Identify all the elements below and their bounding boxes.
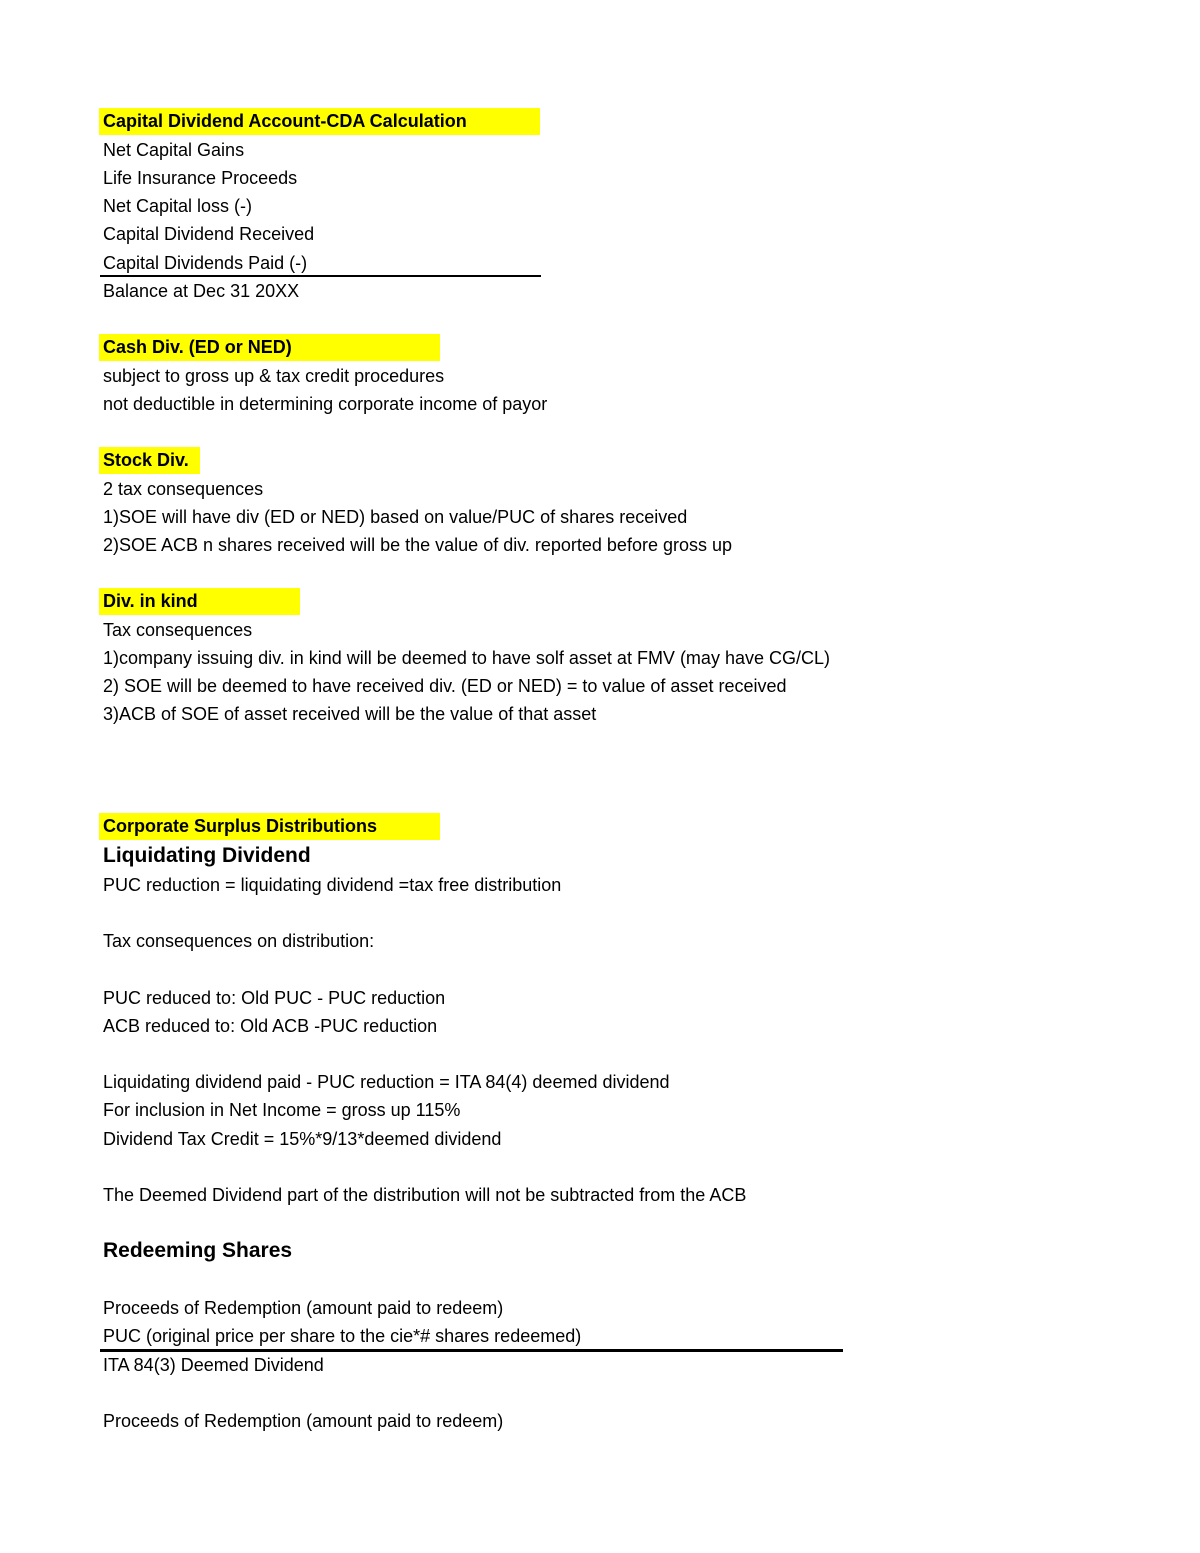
stock-div-heading: Stock Div. xyxy=(99,447,200,474)
surplus-line: Liquidating dividend paid - PUC reduction = ITA 84(4) deemed dividend xyxy=(103,1072,670,1092)
cash-div-line: not deductible in determining corporate income of payor xyxy=(103,394,548,414)
redeeming-line: PUC (original price per share to the cie*# shares redeemed) xyxy=(103,1326,582,1346)
stock-div-line: 2 tax consequences xyxy=(103,479,264,499)
redeeming-line: Proceeds of Redemption (amount paid to redeem) xyxy=(103,1298,504,1318)
cda-item: Net Capital Gains xyxy=(103,140,245,160)
div-in-kind-heading: Div. in kind xyxy=(99,588,300,615)
redeeming-line: Proceeds of Redemption (amount paid to redeem) xyxy=(103,1411,504,1431)
liquidating-dividend-title: Liquidating Dividend xyxy=(103,844,311,867)
surplus-line: Dividend Tax Credit = 15%*9/13*deemed dividend xyxy=(103,1129,502,1149)
cash-div-line: subject to gross up & tax credit procedures xyxy=(103,366,445,386)
surplus-heading: Corporate Surplus Distributions xyxy=(99,813,440,840)
div-in-kind-line: 3)ACB of SOE of asset received will be the value of that asset xyxy=(103,704,597,724)
surplus-line: PUC reduced to: Old PUC - PUC reduction xyxy=(103,988,446,1008)
div-in-kind-line: 1)company issuing div. in kind will be deemed to have solf asset at FMV (may have CG/CL) xyxy=(103,648,830,668)
cash-div-heading: Cash Div. (ED or NED) xyxy=(99,334,440,361)
cda-item: Net Capital loss (-) xyxy=(103,196,253,216)
cda-item: Life Insurance Proceeds xyxy=(103,168,298,188)
redeeming-shares-title: Redeeming Shares xyxy=(103,1239,293,1262)
surplus-line: For inclusion in Net Income = gross up 115% xyxy=(103,1100,461,1120)
surplus-line: ACB reduced to: Old ACB -PUC reduction xyxy=(103,1016,438,1036)
cda-heading: Capital Dividend Account-CDA Calculation xyxy=(99,108,540,135)
surplus-line: Tax consequences on distribution: xyxy=(103,931,375,951)
cda-item: Capital Dividends Paid (-) xyxy=(103,253,308,273)
div-in-kind-line: 2) SOE will be deemed to have received div. (ED or NED) = to value of asset received xyxy=(103,676,787,696)
stock-div-line: 1)SOE will have div (ED or NED) based on value/PUC of shares received xyxy=(103,507,688,527)
surplus-line: The Deemed Dividend part of the distribution will not be subtracted from the ACB xyxy=(103,1185,747,1205)
cda-item: Capital Dividend Received xyxy=(103,224,315,244)
div-in-kind-line: Tax consequences xyxy=(103,620,253,640)
surplus-line: PUC reduction = liquidating dividend =tax free distribution xyxy=(103,875,562,895)
redeeming-line: ITA 84(3) Deemed Dividend xyxy=(103,1355,324,1375)
cda-balance: Balance at Dec 31 20XX xyxy=(103,281,300,301)
stock-div-line: 2)SOE ACB n shares received will be the value of div. reported before gross up xyxy=(103,535,732,555)
